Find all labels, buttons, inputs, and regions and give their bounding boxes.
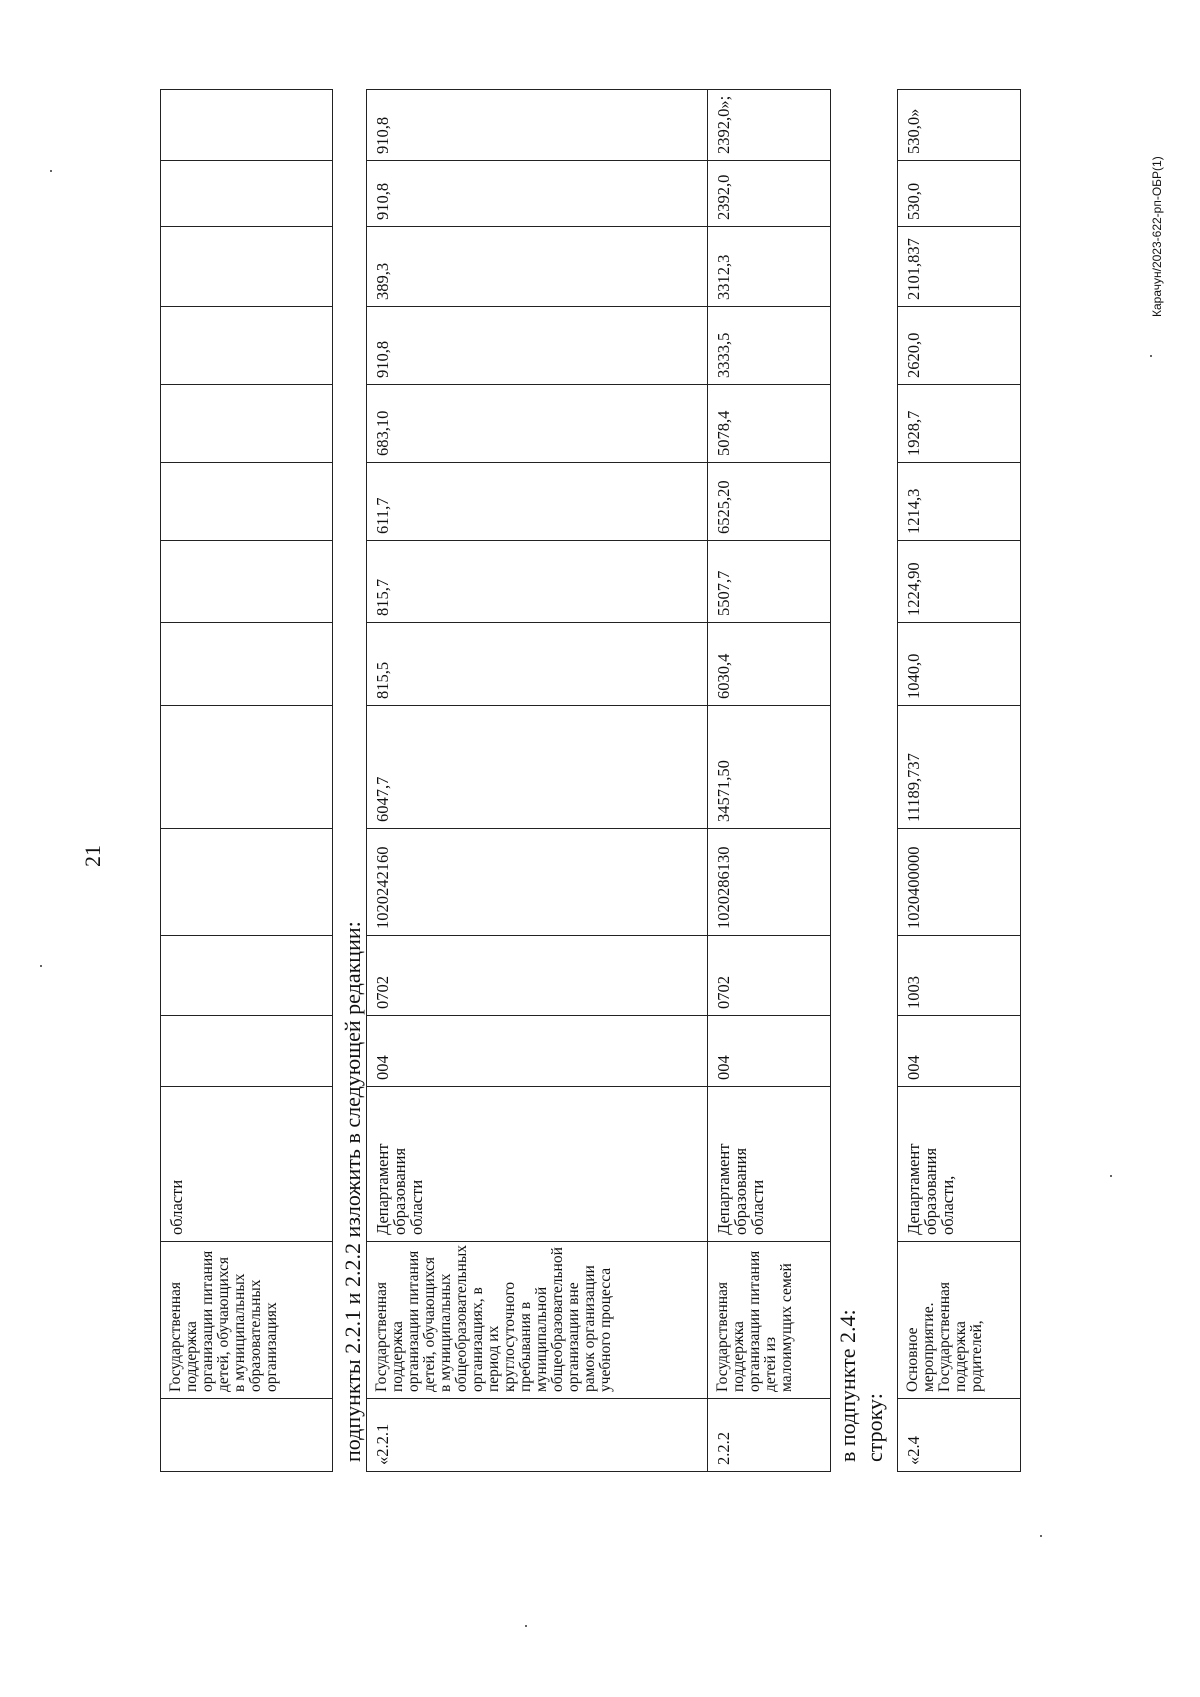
table-subpoints-2-2 [366, 89, 831, 1472]
cell-total: 11189,737 [898, 706, 1021, 829]
table-row [367, 90, 708, 1472]
cell-csr: 1020400000 [898, 829, 1021, 936]
cell-y6: 2101,837 [898, 227, 1021, 307]
scan-speck [1150, 355, 1152, 357]
cell-rzpr [161, 936, 333, 1016]
cell-name: Государственная поддержка организации питания детей, обучающихся в муниципальных образовательных организациях [161, 1242, 333, 1399]
cell-y6: 3312,3 [708, 227, 831, 307]
cell-num: «2.2.1 [367, 1399, 708, 1472]
cell-rzpr: 1003 [898, 936, 1021, 1016]
cell-y4: 683,10 [367, 385, 708, 463]
cell-y8 [161, 90, 333, 161]
cell-y7: 530,0 [898, 161, 1021, 227]
cell-y5: 3333,5 [708, 307, 831, 385]
cell-y3 [161, 463, 333, 541]
cell-num [161, 1399, 333, 1472]
cell-total: 6047,7 [367, 706, 708, 829]
scan-speck [50, 170, 52, 172]
cell-total: 34571,50 [708, 706, 831, 829]
cell-rzpr: 0702 [367, 936, 708, 1016]
cell-y7: 2392,0 [708, 161, 831, 227]
cell-y1: 1040,0 [898, 623, 1021, 706]
cell-num: «2.4 [898, 1399, 1021, 1472]
cell-total [161, 706, 333, 829]
cell-y8: 910,8 [367, 90, 708, 161]
cell-y6: 389,3 [367, 227, 708, 307]
cell-y8: 2392,0»; [708, 90, 831, 161]
table-continuation [160, 89, 333, 1472]
scan-speck [1110, 1175, 1112, 1177]
cell-executor: Департамент образования области, [898, 1087, 1021, 1242]
cell-y7: 910,8 [367, 161, 708, 227]
table-row [898, 90, 1021, 1472]
cell-y2: 5507,7 [708, 541, 831, 623]
cell-y2: 815,7 [367, 541, 708, 623]
cell-y4: 5078,4 [708, 385, 831, 463]
cell-y7 [161, 161, 333, 227]
cell-y3: 611,7 [367, 463, 708, 541]
cell-y8: 530,0» [898, 90, 1021, 161]
scan-speck [525, 1625, 527, 1627]
cell-y5: 910,8 [367, 307, 708, 385]
document-footer: Карачун/2023-622-рп-ОБР(1) [1150, 156, 1164, 317]
cell-grbs [161, 1016, 333, 1087]
cell-grbs: 004 [708, 1016, 831, 1087]
cell-executor: области [161, 1087, 333, 1242]
cell-y1: 815,5 [367, 623, 708, 706]
cell-y4 [161, 385, 333, 463]
heading-row-label: строку: [862, 1393, 887, 1462]
cell-executor: Департамент образования области [367, 1087, 708, 1242]
heading-subpoints-2-2: подпункты 2.2.1 и 2.2.2 изложить в следующей редакции: [340, 921, 365, 1462]
cell-y5: 2620,0 [898, 307, 1021, 385]
table-row [161, 90, 333, 1472]
scan-speck [40, 965, 42, 967]
cell-rzpr: 0702 [708, 936, 831, 1016]
cell-y2: 1224,90 [898, 541, 1021, 623]
scan-speck [1040, 1535, 1042, 1537]
cell-num: 2.2.2 [708, 1399, 831, 1472]
cell-csr: 1020286130 [708, 829, 831, 936]
cell-y5 [161, 307, 333, 385]
cell-name: Основное мероприятие. Государственная поддержка родителей, [898, 1242, 1021, 1399]
cell-y2 [161, 541, 333, 623]
cell-grbs: 004 [898, 1016, 1021, 1087]
cell-y1: 6030,4 [708, 623, 831, 706]
cell-y1 [161, 623, 333, 706]
cell-y3: 1214,3 [898, 463, 1021, 541]
table-subpoint-2-4 [897, 89, 1021, 1472]
cell-y4: 1928,7 [898, 385, 1021, 463]
cell-name: Государственная поддержка организации питания детей из малоимущих семей [708, 1242, 831, 1399]
cell-csr [161, 829, 333, 936]
cell-csr: 1020242160 [367, 829, 708, 936]
cell-grbs: 004 [367, 1016, 708, 1087]
table-row [708, 90, 831, 1472]
cell-executor: Департамент образования области [708, 1087, 831, 1242]
page-number: 21 [80, 845, 105, 867]
cell-y3: 6525,20 [708, 463, 831, 541]
cell-y6 [161, 227, 333, 307]
cell-name: Государственная поддержка организации питания детей, обучающихся в муниципальных общеобразовательных организациях, в период их круглосуточного пребывания в муниципальной общеобразовательной организации вне рамок организации учебного процесса [367, 1242, 708, 1399]
heading-subpoint-2-4: в подпункте 2.4: [835, 1309, 860, 1462]
